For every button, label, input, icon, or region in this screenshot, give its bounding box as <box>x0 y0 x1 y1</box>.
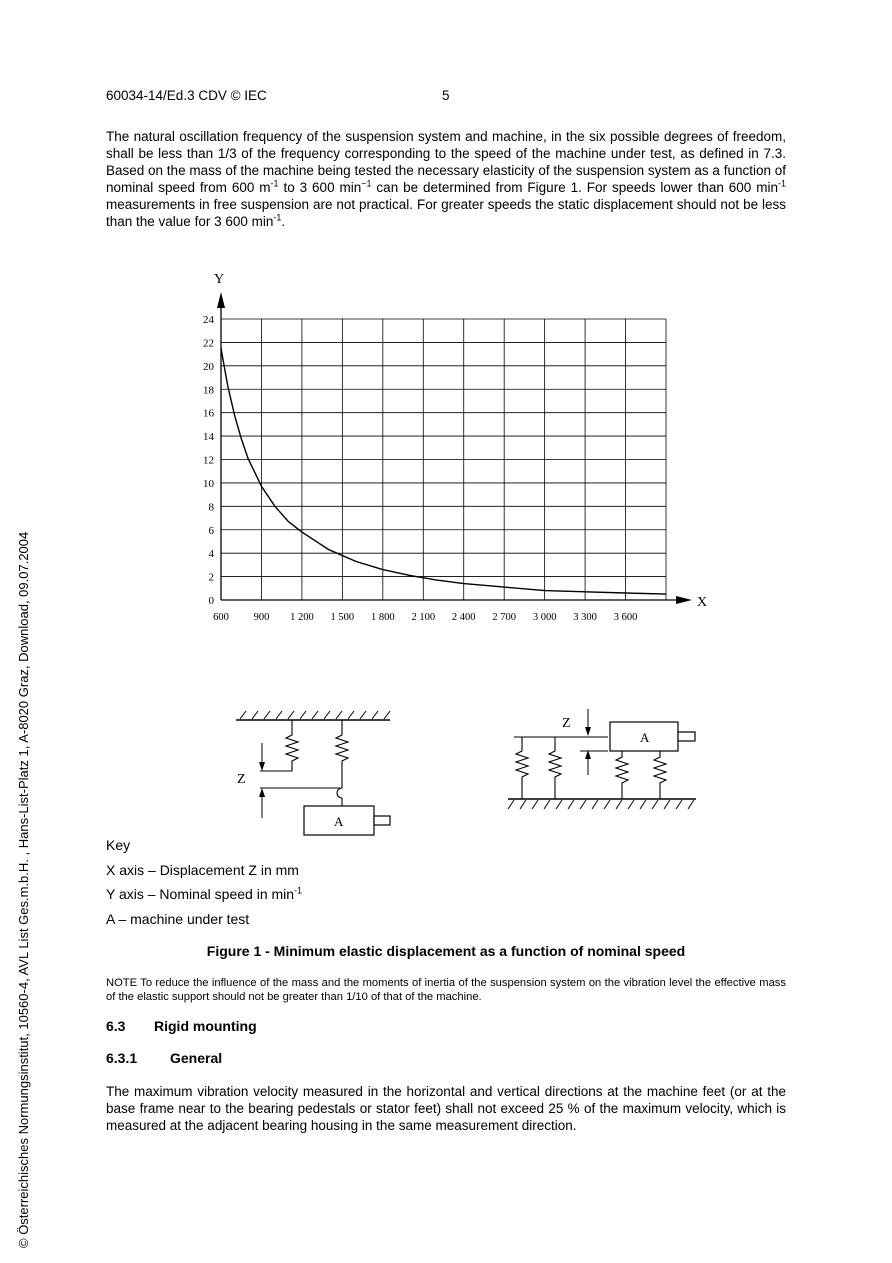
key-machine: A – machine under test <box>106 911 250 927</box>
copyright-sidebar: © Österreichisches Normungsinstitut, 10560-4, AVL List Ges.m.b.H. , Hans-List-Platz 1, A-8020 Graz, Download, 09.07.2004 <box>16 531 31 1248</box>
y-tick-label: 2 <box>208 571 214 584</box>
y-tick-labels <box>203 314 215 607</box>
y-tick-label: 8 <box>208 501 214 514</box>
document-id: 60034-14/Ed.3 CDV © IEC <box>106 88 267 103</box>
x-tick-label: 1 800 <box>371 612 395 623</box>
x-tick-labels <box>213 612 637 623</box>
base-mounting-diagram <box>500 705 705 817</box>
note-text: NOTE To reduce the influence of the mass and the moments of inertia of the suspension system on the vibration level the effective mass of the elastic support should not be greater than 1/10 of that of the machine. <box>106 977 786 1003</box>
y-tick-label: 6 <box>208 524 214 537</box>
section-6-3-heading: 6.3 Rigid mounting <box>106 1018 257 1034</box>
key-y-axis: Y axis – Nominal speed in $\min^{-1}$ <box>106 885 303 902</box>
page-number: 5 <box>442 88 450 103</box>
y-tick-label: 18 <box>203 384 214 397</box>
y-tick-label: 10 <box>203 477 214 490</box>
y-tick-label: 22 <box>203 337 214 350</box>
section-6-3-1-heading: 6.3.1 General <box>106 1050 223 1066</box>
chart-grid <box>221 319 666 600</box>
x-axis-letter: X <box>697 595 708 610</box>
left-machine-label: A <box>334 814 344 829</box>
chart-axes <box>217 292 692 604</box>
y-tick-label: 20 <box>203 360 214 373</box>
figure-caption: Figure 1 - Minimum elastic displacement as a function of nominal speed <box>206 943 686 959</box>
intro-paragraph: The natural oscillation frequency of the suspension system and machine, in the six possible degrees of freedom, shall be less than 1/3 of the frequency corresponding to the speed of the machine under test, as defined in 7.3. Based on the mass of the machine being tested the necessary elasticity of the suspension system as a function of nominal speed from 600 $m^{-1}$ to 3 600 $\min^{-1}$ can be determined from Figure 1. For speeds lower than 600 $\min^{-1}$ measurements in free suspension are not practical. For greater speeds the static displacement should not be less than the value for 3 600 $\min^{-1}$. <box>106 129 786 229</box>
right-machine-label: A <box>640 730 650 745</box>
x-tick-label: 3 300 <box>573 612 597 623</box>
x-tick-label: 2 400 <box>451 612 476 623</box>
right-z-label: Z <box>562 716 571 731</box>
x-tick-label: 1 500 <box>330 612 355 623</box>
key-title: Key <box>106 837 131 853</box>
x-tick-label: 600 <box>213 612 229 623</box>
free-suspension-diagram <box>230 705 410 840</box>
x-tick-label: 2 100 <box>411 612 436 623</box>
displacement-curve <box>221 348 666 594</box>
rigid-mounting-paragraph: The maximum vibration velocity measured in the horizontal and vertical directions at the machine feet (or at the base frame near to the bearing pedestals or stator feet) shall not exceed 25 % of the maximum velocity, which is measured at the adjacent bearing housing in the same measurement direction. <box>106 1084 786 1133</box>
x-tick-label: 3 600 <box>613 612 638 623</box>
left-z-label: Z <box>237 772 246 787</box>
x-tick-label: 900 <box>253 612 270 623</box>
x-tick-label: 2 700 <box>492 612 516 623</box>
key-x-axis: X axis – Displacement Z in mm <box>106 862 299 878</box>
y-axis-arrow <box>217 292 225 308</box>
x-tick-label: 3 000 <box>532 612 557 623</box>
x-tick-label: 1 200 <box>290 612 314 623</box>
x-axis-arrow <box>676 596 692 604</box>
y-tick-label: 12 <box>203 454 214 467</box>
y-tick-label: 0 <box>208 595 214 607</box>
y-tick-label: 16 <box>203 407 214 420</box>
y-tick-label: 14 <box>203 431 214 444</box>
y-tick-label: 24 <box>203 314 214 326</box>
y-tick-label: 4 <box>208 548 214 561</box>
y-axis-letter: Y <box>214 272 225 287</box>
